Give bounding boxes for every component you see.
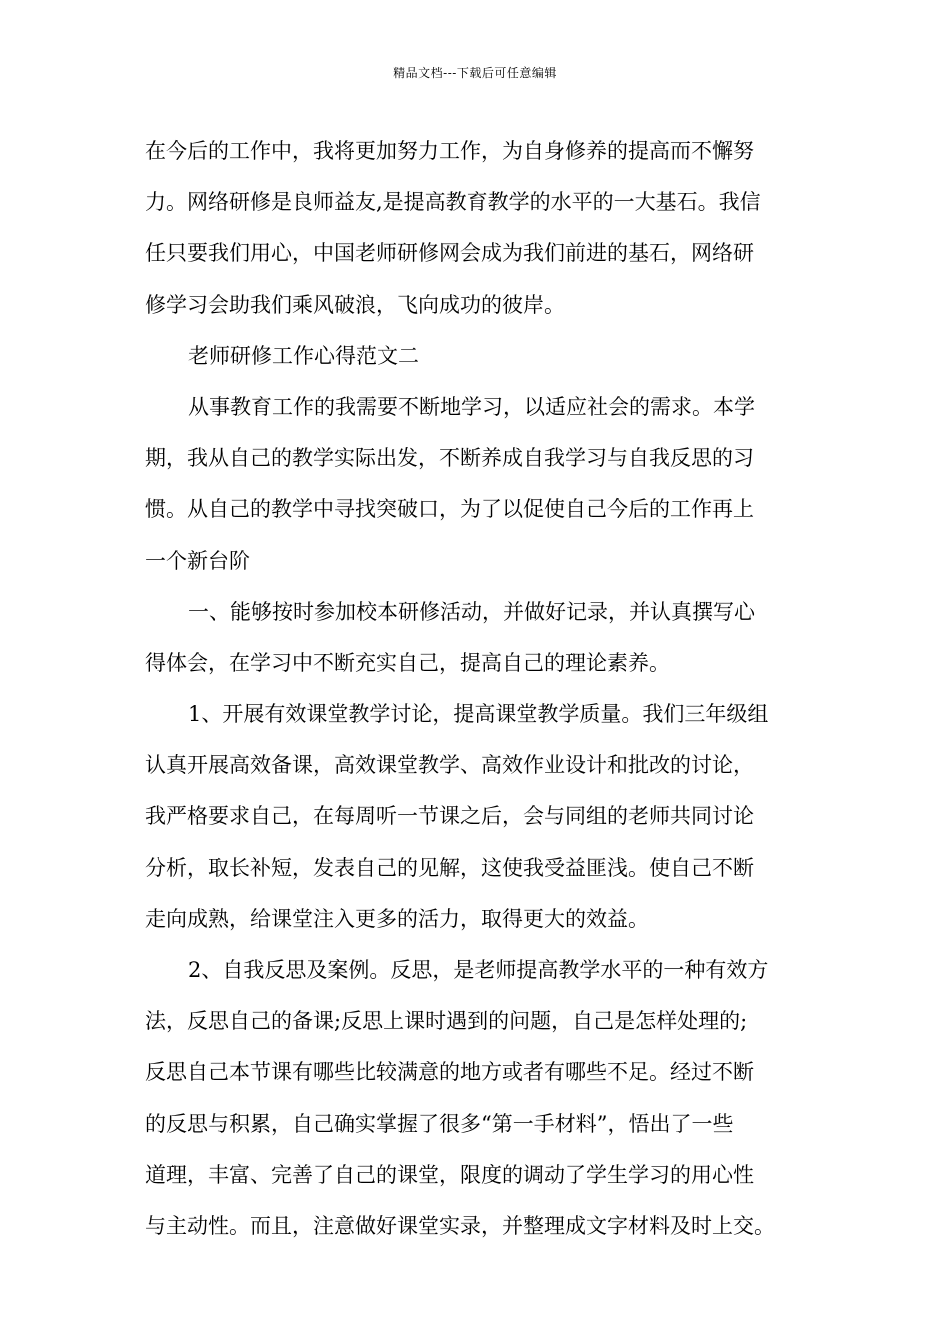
text-line: 道理，丰富、完善了自己的课堂，限度的调动了学生学习的用心性 (145, 1162, 754, 1187)
text-line: 一、能够按时参加校本研修活动，并做好记录，并认真撰写心 (188, 599, 755, 624)
text-line: 期，我从自己的教学实际出发，不断养成自我学习与自我反思的习 (145, 446, 754, 471)
text-line: 力。网络研修是良师益友,是提高教育教学的水平的一大基石。我信 (145, 190, 761, 215)
text-line: 惯。从自己的教学中寻找突破口，为了以促使自己今后的工作再上 (145, 497, 754, 522)
document-body (145, 126, 807, 1252)
text-line: 与主动性。而且，注意做好课堂实录，并整理成文字材料及时上交。 (145, 1213, 775, 1238)
text-line: 1、开展有效课堂教学讨论，提高课堂教学质量。我们三年级组 (188, 702, 769, 727)
text-line: 分析，取长补短，发表自己的见解，这使我受益匪浅。使自己不断 (145, 855, 754, 880)
text-line: 修学习会助我们乘风破浪，飞向成功的彼岸。 (145, 292, 565, 317)
text-line: 一个新台阶 (145, 548, 250, 573)
text-line: 认真开展高效备课，高效课堂教学、高效作业设计和批改的讨论， (145, 753, 754, 778)
text-line: 的反思与积累，自己确实掌握了很多“第一手材料”，悟出了一些 (145, 1111, 734, 1136)
text-line: 得体会，在学习中不断充实自己，提高自己的理论素养。 (145, 650, 670, 675)
text-line: 我严格要求自己，在每周听一节课之后，会与同组的老师共同讨论 (145, 804, 754, 829)
text-line: 在今后的工作中，我将更加努力工作，为自身修养的提高而不懈努 (145, 139, 754, 163)
section-heading: 老师研修工作心得范文二 (188, 343, 419, 368)
text-line: 从事教育工作的我需要不断地学习，以适应社会的需求。本学 (188, 394, 755, 419)
text-line: 任只要我们用心，中国老师研修网会成为我们前进的基石，网络研 (145, 241, 754, 266)
page-header: 精品文档---下载后可任意编辑 (393, 66, 557, 80)
text-line: 反思自己本节课有哪些比较满意的地方或者有哪些不足。经过不断 (145, 1060, 754, 1085)
text-line: 法，反思自己的备课;反思上课时遇到的问题，自己是怎样处理的; (145, 1009, 748, 1034)
text-line: 2、自我反思及案例。反思，是老师提高教学水平的一种有效方 (188, 958, 769, 982)
text-line: 走向成熟，给课堂注入更多的活力，取得更大的效益。 (145, 906, 649, 931)
